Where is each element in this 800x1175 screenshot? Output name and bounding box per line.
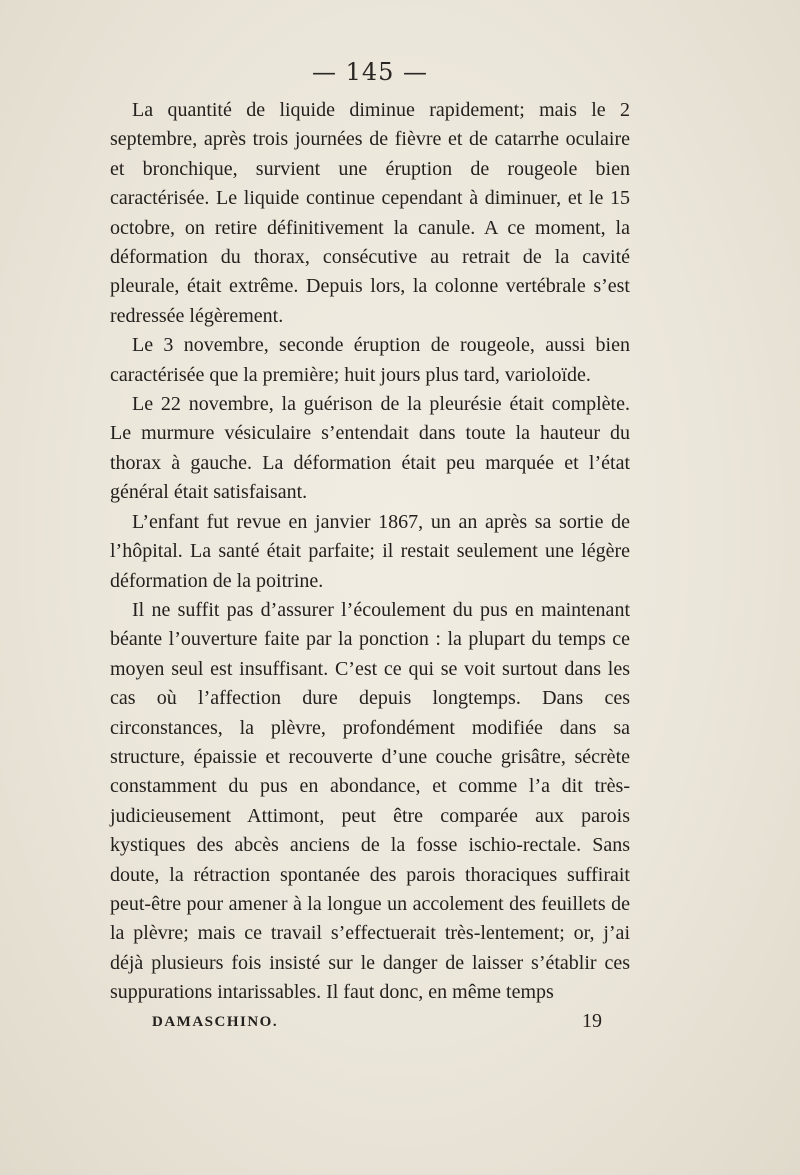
page-footer (152, 1010, 602, 1040)
paragraph: L’enfant fut revue en janvier 1867, un an après sa sortie de l’hôpital. La santé était parfaite; il restait seulement une légère déformation de la poitrine. (110, 510, 630, 592)
page-number: — 145 — (311, 58, 429, 86)
signature-mark: DAMASCHINO. (152, 1014, 279, 1030)
body-text (110, 96, 630, 1008)
sheet-number: 19 (582, 1010, 602, 1032)
paragraph: Le 22 novembre, la guérison de la pleurésie était complète. Le murmure vésiculaire s’entendait dans toute la hauteur du thorax à gauche. La déformation était peu marquée et l’état général était satisfaisant. (110, 393, 630, 504)
paragraph: Il ne suffit pas d’assurer l’écoulement du pus en maintenant béante l’ouverture faite par la ponction : la plupart du temps ce moyen seul est insuffisant. C’est ce qui se voit surtout dans les cas où l’affection dure depuis longtemps. Dans ces circonstances, la plèvre, profondément modifiée dans sa structure, épaissie et recouverte d’une couche grisâtre, sécrète constamment du pus en abondance, et comme l’a dit très-judicieusement Attimont, peut être comparée aux parois kystiques des abcès anciens de la fosse ischio-rectale. Sans doute, la rétraction spontanée des parois thoraciques suffirait peut-être pour amener à la longue un accolement des feuillets de la plèvre; mais ce travail s’effectuerait très-lentement; or, j’ai déjà plusieurs fois insisté sur le danger de laisser s’établir ces suppurations intarissables. Il faut donc, en même temps (110, 598, 630, 1004)
paragraph: La quantité de liquide diminue rapidement; mais le 2 septembre, après trois journées de fièvre et de catarrhe oculaire et bronchique, survient une éruption de rougeole bien caractérisée. Le liquide continue cependant à diminuer, et le 15 octobre, on retire définitivement la canule. A ce moment, la déformation du thorax, consécutive au retrait de la cavité pleurale, était extrême. Depuis lors, la colonne vertébrale s’est redressée légèrement. (110, 99, 630, 327)
paragraph: Le 3 novembre, seconde éruption de rougeole, aussi bien caractérisée que la première; huit jours plus tard, varioloïde. (110, 334, 630, 386)
